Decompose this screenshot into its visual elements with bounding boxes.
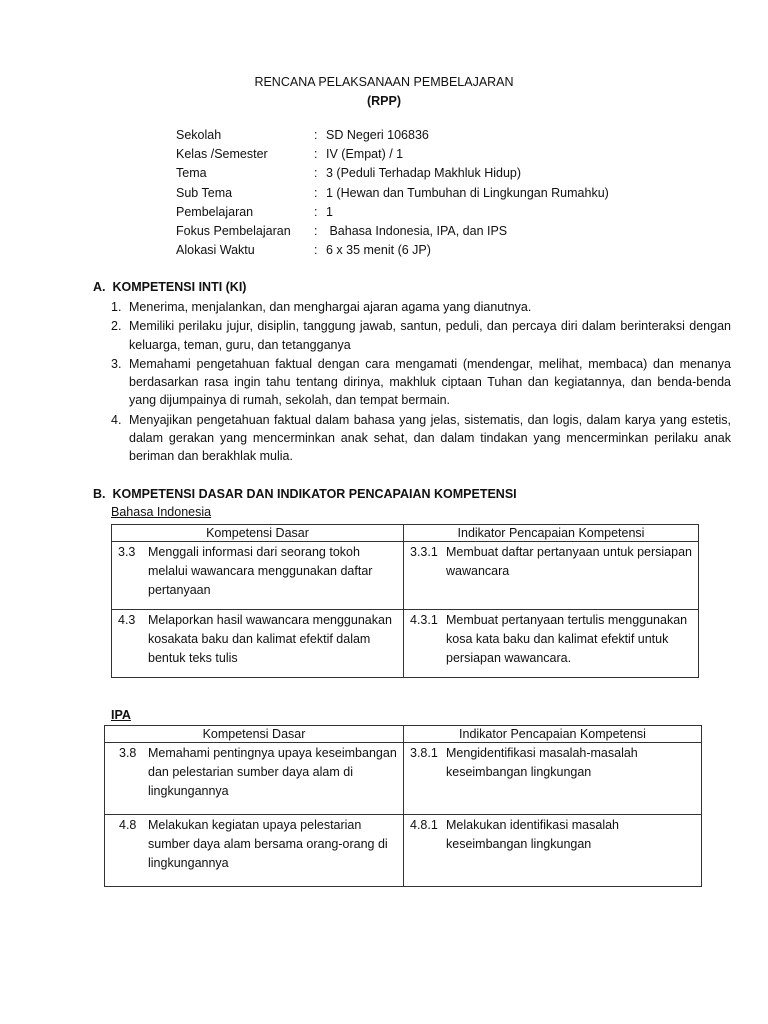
list-number: 4. xyxy=(111,412,122,427)
info-colon: : xyxy=(314,223,318,238)
info-value: 1 (Hewan dan Tumbuhan di Lingkungan Rumahku) xyxy=(326,185,609,200)
kd-number: 3.3 xyxy=(118,545,136,559)
info-value: SD Negeri 106836 xyxy=(326,128,429,142)
document-subtitle: (RPP) xyxy=(366,94,402,108)
info-value: 1 xyxy=(326,204,333,219)
section-b-heading: B. KOMPETENSI DASAR DAN INDIKATOR PENCAPAIAN KOMPETENSI xyxy=(93,487,517,501)
info-label: Alokasi Waktu xyxy=(176,243,255,258)
ipk-text: Membuat daftar pertanyaan untuk persiapan wawancara xyxy=(446,545,692,578)
column-header-ipk: Indikator Pencapaian Kompetensi xyxy=(404,525,699,542)
table-row xyxy=(105,743,702,815)
info-row-subtema xyxy=(176,186,609,205)
subject-label-ipa: IPA xyxy=(111,708,131,722)
table-header xyxy=(112,525,699,542)
info-label: Sekolah xyxy=(176,128,222,142)
list-number: 1. xyxy=(111,300,122,314)
info-row-pembelajaran xyxy=(176,205,609,224)
document-title: RENCANA PELAKSANAAN PEMBELAJARAN xyxy=(254,75,514,89)
kd-number: 4.8 xyxy=(119,818,137,832)
kd-cell xyxy=(105,743,404,815)
column-header-kd: Kompetensi Dasar xyxy=(112,525,404,542)
info-value: Bahasa Indonesia, IPA, dan IPS xyxy=(326,223,508,238)
ipk-number: 3.3.1 xyxy=(410,545,438,559)
info-colon: : xyxy=(314,166,318,181)
list-number: 3. xyxy=(111,356,122,371)
info-row-alokasi xyxy=(176,243,609,262)
kd-cell xyxy=(112,542,404,610)
info-row-tema xyxy=(176,166,609,185)
info-label: Pembelajaran xyxy=(176,204,254,219)
list-text: Menyajikan pengetahuan faktual dalam bahasa yang jelas, sistematis, dan logis, dalam karya yang estetis, dalam gerakan yang mencerminkan anak sehat, dan dalam tindakan yang mencerminkan perilaku anak beriman dan berakhlak mulia. xyxy=(129,412,731,464)
subject-label-bahasa: Bahasa Indonesia xyxy=(111,505,212,519)
kd-text: Melaporkan hasil wawancara menggunakan kosakata baku dan kalimat efektif dalam bentuk teks tulis xyxy=(148,613,392,665)
ipk-number: 4.8.1 xyxy=(410,818,438,832)
identity-table xyxy=(176,128,609,262)
ipk-cell xyxy=(404,743,702,815)
info-row-sekolah xyxy=(176,128,609,147)
kd-number: 3.8 xyxy=(119,746,137,760)
list-item xyxy=(111,411,731,466)
column-header-kd: Kompetensi Dasar xyxy=(105,726,404,743)
table-header xyxy=(105,726,702,743)
ipk-cell xyxy=(404,610,699,678)
bahasa-kd-table xyxy=(111,524,699,678)
kd-cell xyxy=(105,815,404,887)
kompetensi-inti-list xyxy=(111,298,731,467)
ipk-cell xyxy=(404,542,699,610)
ipk-cell xyxy=(404,815,702,887)
info-colon: : xyxy=(314,147,318,162)
list-number: 2. xyxy=(111,319,122,334)
ipk-number: 4.3.1 xyxy=(410,613,438,627)
info-label: Sub Tema xyxy=(176,185,233,200)
info-label: Kelas /Semester xyxy=(176,147,268,162)
info-value: 6 x 35 menit (6 JP) xyxy=(326,243,431,258)
ipk-text: Melakukan identifikasi masalah keseimbangan lingkungan xyxy=(446,818,620,851)
table-row xyxy=(105,815,702,887)
info-colon: : xyxy=(314,243,318,258)
kd-number: 4.3 xyxy=(118,613,136,627)
ipk-text: Mengidentifikasi masalah-masalah keseimbangan lingkungan xyxy=(446,746,638,779)
info-row-fokus xyxy=(176,224,609,243)
kd-cell xyxy=(112,610,404,678)
list-text: Memahami pengetahuan faktual dengan cara mengamati (mendengar, melihat, membaca) dan menanya berdasarkan rasa ingin tahu tentang dirinya, makhluk ciptaan Tuhan dan kegiatannya, dan benda-benda yang dijumpainya di rumah, sekolah, dan tempat bermain. xyxy=(129,356,731,408)
section-a-heading: A. KOMPETENSI INTI (KI) xyxy=(93,280,247,294)
info-value: 3 (Peduli Terhadap Makhluk Hidup) xyxy=(326,166,522,181)
list-item xyxy=(111,298,731,316)
info-row-kelas xyxy=(176,147,609,166)
column-header-ipk: Indikator Pencapaian Kompetensi xyxy=(404,726,702,743)
ipk-text: Membuat pertanyaan tertulis menggunakan kosa kata baku dan kalimat efektif untuk persiapan wawancara. xyxy=(446,613,688,665)
ipa-kd-table xyxy=(104,725,702,887)
kd-text: Memahami pentingnya upaya keseimbangan dan pelestarian sumber daya alam di lingkungannya xyxy=(148,746,397,798)
list-item xyxy=(111,317,731,354)
table-row xyxy=(112,610,699,678)
kd-text: Melakukan kegiatan upaya pelestarian sumber daya alam bersama orang-orang di lingkungannya xyxy=(148,818,388,870)
info-label: Fokus Pembelajaran xyxy=(176,223,291,238)
list-item xyxy=(111,355,731,410)
table-row xyxy=(112,542,699,610)
info-colon: : xyxy=(314,128,318,142)
info-colon: : xyxy=(314,185,318,200)
info-label: Tema xyxy=(176,166,207,181)
kd-text: Menggali informasi dari seorang tokoh melalui wawancara menggunakan daftar pertanyaan xyxy=(148,545,373,597)
info-value: IV (Empat) / 1 xyxy=(326,147,404,162)
info-colon: : xyxy=(314,204,318,219)
list-text: Menerima, menjalankan, dan menghargai ajaran agama yang dianutnya. xyxy=(129,300,532,314)
list-text: Memiliki perilaku jujur, disiplin, tanggung jawab, santun, peduli, dan percaya diri dalam berinteraksi dengan keluarga, teman, guru, dan tetangganya xyxy=(129,319,731,352)
ipk-number: 3.8.1 xyxy=(410,746,438,760)
